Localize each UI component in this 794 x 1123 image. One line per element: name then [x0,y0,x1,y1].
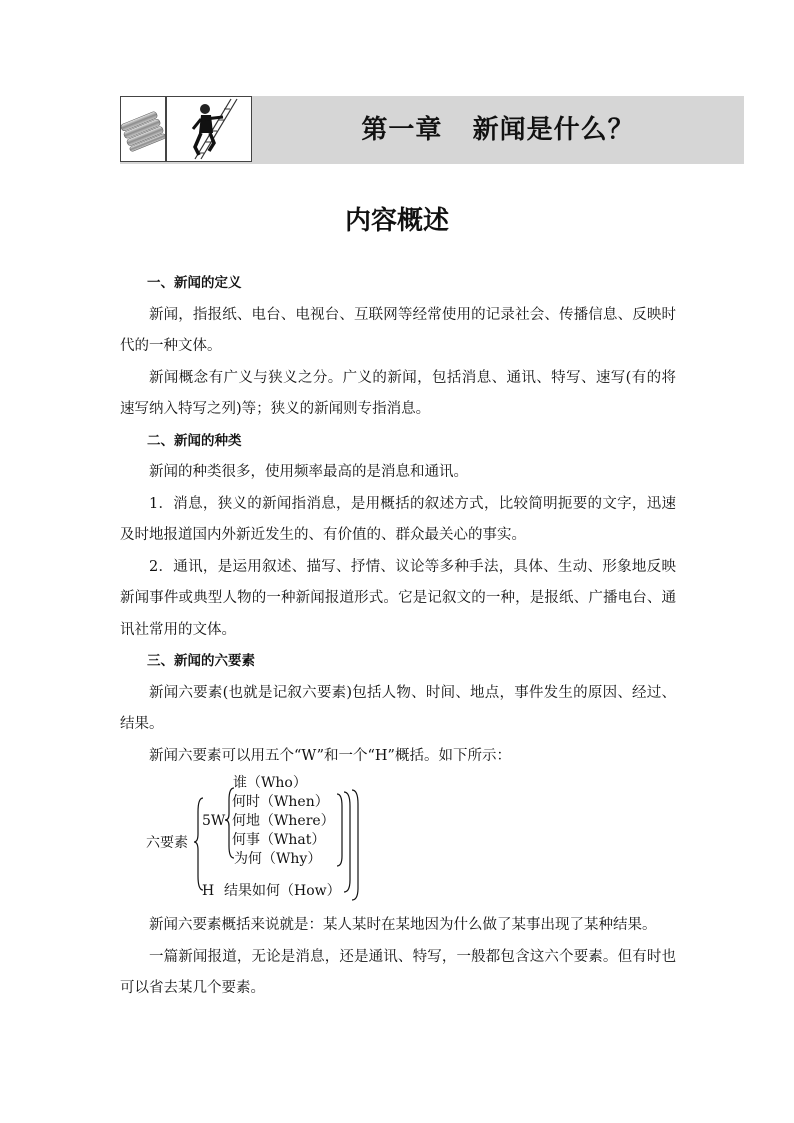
chapter-header [120,96,744,164]
section-title: 内容概述 [344,206,449,236]
scroll-icon [121,97,165,161]
six-elements-diagram [120,772,676,910]
paragraph: 1．消息，狭义的新闻指消息，是用概括的叙述方式，比较简明扼要的文字，迅速及时地报道国内外新近发生的、有价值的、群众最关心的事实。 [120,495,676,543]
element-when: 何时（When） [232,794,329,810]
paragraph: 新闻六要素概括来说就是：某人某时在某地因为什么做了某事出现了某种结果。 [149,917,657,933]
element-who: 谁（Who） [233,775,307,791]
heading-six-elements: 三、新闻的六要素 [147,653,255,669]
paragraph: 新闻六要素可以用五个“W”和一个“H”概括。如下所示： [149,747,511,764]
scroll-illustration [120,96,166,162]
paragraph: 新闻的种类很多，使用频率最高的是消息和通讯。 [149,464,468,480]
paragraph: 2．通讯，是运用叙述、描写、抒情、议论等多种手法，具体、生动、形象地反映新闻事件或典型人物的一种新闻报道形式。它是记叙文的一种，是报纸、广播电台、通讯社常用的文体。 [120,558,676,638]
5w-label: 5W [202,813,226,829]
paragraph: 一篇新闻报道，无论是消息，还是通讯、特写，一般都包含这六个要素。但有时也可以省去某几个要素。 [120,948,676,996]
climbing-figure-illustration [166,96,252,162]
h-label: H [202,883,215,899]
element-why: 为何（Why） [234,851,322,867]
document-body [120,268,676,1005]
climbing-figure-icon [167,97,251,161]
chapter-title: 第一章 新闻是什么？ [361,115,635,145]
heading-definition: 一、新闻的定义 [147,275,242,291]
element-what: 何事（What） [232,832,326,848]
root-label: 六要素 [146,835,188,851]
paragraph: 新闻六要素(也就是记叙六要素)包括人物、时间、地点，事件发生的原因、经过、结果。 [120,684,676,732]
paragraph: 新闻，指报纸、电台、电视台、互联网等经常使用的记录社会、传播信息、反映时代的一种文体。 [120,306,676,354]
element-how: 结果如何（How） [224,883,341,899]
heading-types: 二、新闻的种类 [147,432,242,449]
paragraph: 新闻概念有广义与狭义之分。广义的新闻，包括消息、通讯、特写、速写(有的将速写纳入特写之列)等；狭义的新闻则专指消息。 [120,369,676,417]
element-where: 何地（Where） [232,813,335,829]
